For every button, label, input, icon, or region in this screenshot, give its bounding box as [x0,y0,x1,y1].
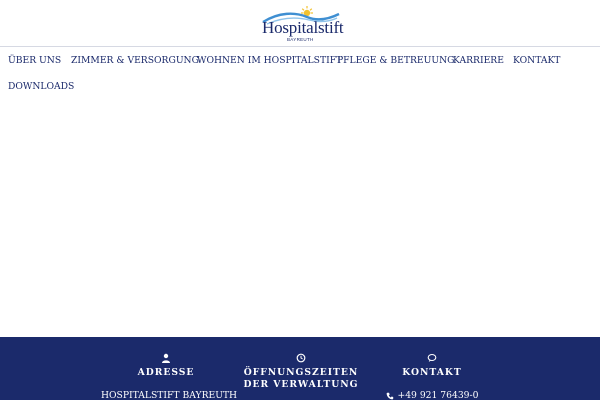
site-footer [0,337,600,400]
nav-item-ueber-uns[interactable]: ÜBER UNS [8,55,62,66]
clock-icon [296,353,306,363]
nav-item-karriere[interactable]: KARRIERE [453,55,504,66]
footer-contact-title: KONTAKT [402,367,462,378]
footer-hours [236,337,366,391]
footer-address [101,337,238,400]
footer-hours-title-2: DER VERWALTUNG [243,379,359,390]
footer-phone-number: +49 921 76439-0 [397,390,479,400]
site-header [0,0,600,46]
footer-address-title: ADRESSE [137,367,195,378]
footer-contact [367,337,497,400]
phone-icon [386,392,394,400]
nav-item-wohnen[interactable]: WOHNEN IM HOSPITALSTIFT [197,55,343,66]
nav-item-pflege-betreuung[interactable]: PFLEGE & BETREUUNG [337,55,455,66]
footer-phone-row[interactable] [367,390,497,400]
user-icon [161,353,171,363]
footer-address-line: HOSPITALSTIFT BAYREUTH [101,390,238,400]
site-logo[interactable] [261,6,344,42]
chat-icon [427,353,437,363]
nav-item-zimmer-versorgung[interactable]: ZIMMER & VERSORGUNG [71,55,199,66]
nav-item-downloads[interactable]: DOWNLOADS [8,81,75,92]
nav-item-kontakt[interactable]: KONTAKT [513,55,561,66]
footer-hours-title-1: ÖFFNUNGSZEITEN [243,367,359,378]
header-divider [0,46,600,47]
logo-subtitle: BAYREUTH [287,37,314,42]
logo-wordmark: Hospitalstift [262,18,344,37]
